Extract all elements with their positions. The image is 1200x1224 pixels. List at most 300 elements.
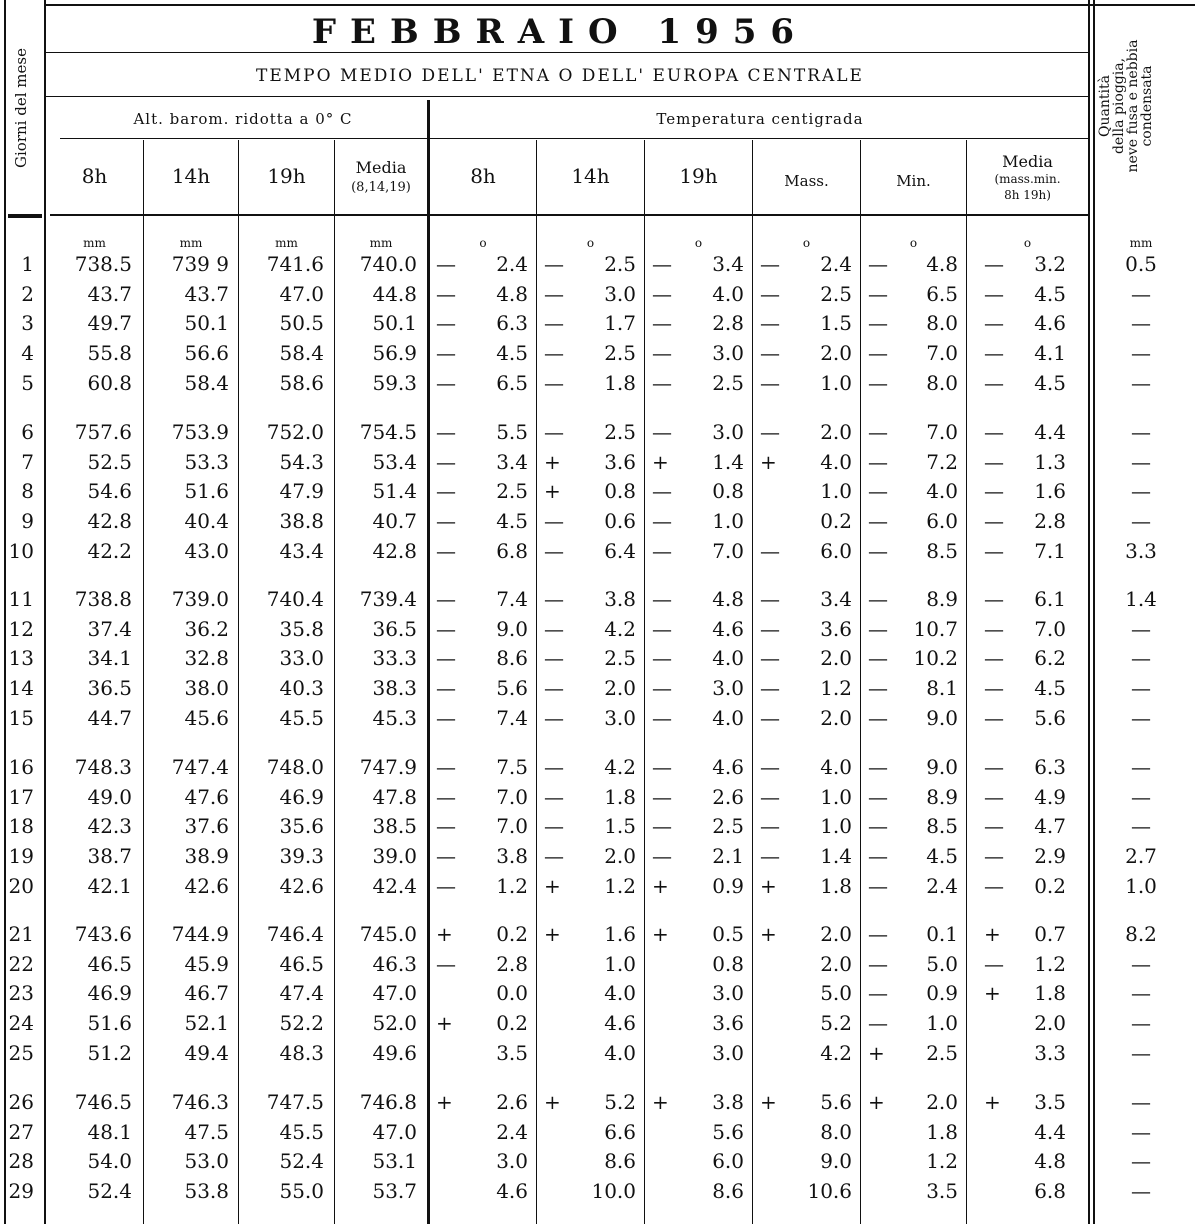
cell-tx-sign: +: [760, 1090, 777, 1114]
cell-t19-sign: —: [652, 311, 672, 336]
cell-p19: 46.5: [279, 951, 324, 976]
cell-tn-sign: —: [868, 755, 888, 779]
cell-t8-sign: —: [436, 449, 456, 474]
day-number: 12: [8, 616, 34, 641]
day-number: 23: [8, 981, 34, 1006]
unit-tmax: o: [802, 236, 811, 250]
cell-t19-sign: —: [652, 676, 672, 701]
cell-tm-value: 5.6: [1034, 705, 1066, 730]
cell-t14-value: 4.0: [604, 1040, 636, 1065]
cell-p14: 739.0: [171, 587, 229, 611]
cell-pm: 36.5: [372, 616, 417, 641]
day-number: 6: [21, 420, 34, 444]
rule-col: [966, 140, 967, 1224]
cell-tm-value: 1.8: [1034, 981, 1066, 1006]
day-number: 11: [8, 587, 34, 611]
cell-t19-value: 5.6: [712, 1119, 744, 1144]
cell-tm-value: 2.0: [1034, 1011, 1066, 1036]
cell-t14-value: 3.0: [604, 281, 636, 306]
cell-p8: 743.6: [74, 922, 132, 946]
cell-t14-value: 0.6: [604, 509, 636, 534]
cell-pm: 53.1: [372, 1149, 417, 1174]
cell-t8-value: 0.2: [496, 1011, 528, 1036]
cell-t14-value: 2.0: [604, 844, 636, 869]
cell-rain: 0.5: [1125, 252, 1157, 276]
cell-tx-sign: —: [760, 341, 780, 366]
cell-tx-value: 3.4: [820, 587, 852, 611]
cell-t8-sign: —: [436, 646, 456, 671]
cell-tm-sign: —: [984, 252, 1004, 276]
cell-p19: 741.6: [266, 252, 324, 276]
cell-t8-sign: —: [436, 844, 456, 869]
page-title: FEBBRAIO 1956: [311, 12, 809, 52]
col-t14: 14h: [571, 164, 610, 188]
cell-p8: 738.8: [74, 587, 132, 611]
cell-p8: 37.4: [87, 616, 132, 641]
cell-tn-sign: —: [868, 252, 888, 276]
cell-tm-sign: —: [984, 873, 1004, 898]
cell-p14: 747.4: [171, 755, 229, 779]
cell-tm-sign: —: [984, 784, 1004, 809]
cell-p19: 33.0: [279, 646, 324, 671]
cell-tx-value: 5.6: [820, 1090, 852, 1114]
cell-tx-value: 1.2: [820, 676, 852, 701]
cell-p19: 40.3: [279, 676, 324, 701]
cell-p14: 38.0: [184, 676, 229, 701]
cell-rain: —: [1131, 705, 1151, 730]
cell-rain: —: [1131, 281, 1151, 306]
cell-tx-value: 1.5: [820, 311, 852, 336]
cell-t8-value: 0.2: [496, 922, 528, 946]
rule-groups: [60, 138, 1088, 139]
cell-tx-value: 2.4: [820, 252, 852, 276]
day-number: 5: [21, 370, 34, 395]
cell-tn-value: 7.0: [926, 341, 958, 366]
cell-rain: 3.3: [1125, 538, 1157, 563]
cell-rain: —: [1131, 616, 1151, 641]
cell-t8-value: 4.6: [496, 1179, 528, 1204]
day-number: 28: [8, 1149, 34, 1174]
cell-t14-value: 3.8: [604, 587, 636, 611]
cell-t8-value: 6.8: [496, 538, 528, 563]
cell-p8: 54.6: [87, 479, 132, 504]
cell-tm-sign: —: [984, 479, 1004, 504]
cell-pm: 739.4: [359, 587, 417, 611]
cell-t14-value: 6.4: [604, 538, 636, 563]
cell-rain: —: [1131, 1011, 1151, 1036]
cell-pm: 47.8: [372, 784, 417, 809]
cell-tx-value: 10.6: [807, 1179, 852, 1204]
cell-t8-sign: —: [436, 587, 456, 611]
cell-tn-sign: —: [868, 370, 888, 395]
day-number: 25: [8, 1040, 34, 1065]
cell-tx-sign: +: [760, 873, 777, 898]
cell-p19: 47.4: [279, 981, 324, 1006]
cell-t14-value: 0.8: [604, 479, 636, 504]
cell-t8-sign: —: [436, 252, 456, 276]
cell-tn-sign: —: [868, 538, 888, 563]
cell-tx-sign: —: [760, 311, 780, 336]
cell-t19-sign: —: [652, 844, 672, 869]
cell-tx-value: 1.8: [820, 873, 852, 898]
cell-t19-sign: —: [652, 252, 672, 276]
cell-tm-value: 3.5: [1034, 1090, 1066, 1114]
cell-p19: 54.3: [279, 449, 324, 474]
cell-t8-value: 4.5: [496, 341, 528, 366]
cell-t14-sign: —: [544, 755, 564, 779]
day-number: 27: [8, 1119, 34, 1144]
cell-p8: 757.6: [74, 420, 132, 444]
cell-p19: 43.4: [279, 538, 324, 563]
day-number: 24: [8, 1011, 34, 1036]
unit-p19: mm: [275, 236, 298, 250]
unit-pmedia: mm: [369, 236, 393, 250]
cell-p8: 52.5: [87, 449, 132, 474]
cell-p19: 52.4: [279, 1149, 324, 1174]
day-number: 2: [21, 281, 34, 306]
cell-tx-sign: —: [760, 844, 780, 869]
cell-tx-sign: —: [760, 676, 780, 701]
temperature-group-header: Temperatura centigrada: [656, 110, 864, 128]
cell-t14-value: 1.8: [604, 370, 636, 395]
day-number: 10: [8, 538, 34, 563]
cell-tm-value: 2.9: [1034, 844, 1066, 869]
cell-t8-sign: —: [436, 873, 456, 898]
cell-t19-sign: —: [652, 420, 672, 444]
cell-p19: 38.8: [279, 509, 324, 534]
cell-t8-value: 2.6: [496, 1090, 528, 1114]
cell-rain: 8.2: [1125, 922, 1157, 946]
rule-col: [644, 140, 645, 1224]
cell-t14-sign: +: [544, 479, 561, 504]
cell-tm-sign: —: [984, 616, 1004, 641]
unit-p8: mm: [83, 236, 106, 250]
rule-right: [1093, 0, 1095, 1224]
cell-p8: 42.1: [87, 873, 132, 898]
day-number: 1: [21, 252, 34, 276]
cell-tm-value: 1.2: [1034, 951, 1066, 976]
cell-p19: 52.2: [279, 1011, 324, 1036]
cell-t8-sign: —: [436, 509, 456, 534]
cell-tn-value: 10.2: [913, 646, 958, 671]
cell-p8: 34.1: [87, 646, 132, 671]
cell-t19-sign: —: [652, 755, 672, 779]
cell-p14: 744.9: [171, 922, 229, 946]
cell-tn-sign: —: [868, 1011, 888, 1036]
cell-t14-sign: —: [544, 616, 564, 641]
cell-t19-value: 0.8: [712, 479, 744, 504]
cell-tn-sign: —: [868, 449, 888, 474]
cell-tn-value: 1.8: [926, 1119, 958, 1144]
cell-t8-sign: —: [436, 616, 456, 641]
cell-t8-value: 7.0: [496, 784, 528, 809]
cell-p14: 53.8: [184, 1179, 229, 1204]
cell-t14-value: 4.0: [604, 981, 636, 1006]
cell-t19-value: 4.8: [712, 587, 744, 611]
cell-pm: 59.3: [372, 370, 417, 395]
cell-p14: 53.3: [184, 449, 229, 474]
cell-pm: 754.5: [359, 420, 417, 444]
cell-tm-sign: —: [984, 587, 1004, 611]
cell-t8-sign: —: [436, 370, 456, 395]
cell-rain: —: [1131, 509, 1151, 534]
cell-tm-sign: —: [984, 509, 1004, 534]
cell-tx-value: 1.0: [820, 370, 852, 395]
cell-p19: 58.6: [279, 370, 324, 395]
cell-t19-value: 3.0: [712, 420, 744, 444]
cell-t14-value: 4.6: [604, 1011, 636, 1036]
cell-tx-sign: +: [760, 922, 777, 946]
cell-tm-value: 4.4: [1034, 420, 1066, 444]
cell-tn-value: 6.0: [926, 509, 958, 534]
cell-pm: 38.5: [372, 814, 417, 839]
cell-p8: 51.2: [87, 1040, 132, 1065]
cell-p14: 46.7: [184, 981, 229, 1006]
unit-tmin: o: [909, 236, 918, 250]
cell-p8: 42.8: [87, 509, 132, 534]
day-number: 13: [8, 646, 34, 671]
cell-rain: 1.0: [1125, 873, 1157, 898]
cell-rain: —: [1131, 676, 1151, 701]
cell-t19-sign: —: [652, 479, 672, 504]
cell-tn-value: 1.2: [926, 1149, 958, 1174]
cell-t14-value: 1.0: [604, 951, 636, 976]
cell-t19-sign: +: [652, 1090, 669, 1114]
cell-t19-sign: —: [652, 646, 672, 671]
cell-rain: —: [1131, 311, 1151, 336]
cell-t19-value: 2.5: [712, 814, 744, 839]
cell-tx-sign: —: [760, 370, 780, 395]
cell-tm-value: 6.1: [1034, 587, 1066, 611]
cell-p19: 35.8: [279, 616, 324, 641]
cell-pm: 42.8: [372, 538, 417, 563]
rule-rain: [1088, 0, 1090, 1224]
cell-tm-value: 6.8: [1034, 1179, 1066, 1204]
cell-t8-sign: —: [436, 341, 456, 366]
cell-t19-value: 3.0: [712, 1040, 744, 1065]
cell-rain: —: [1131, 784, 1151, 809]
cell-tx-value: 2.5: [820, 281, 852, 306]
rule-top: [44, 4, 1195, 6]
cell-tn-value: 3.5: [926, 1179, 958, 1204]
cell-tx-sign: —: [760, 616, 780, 641]
cell-tx-value: 2.0: [820, 951, 852, 976]
day-number: 7: [21, 449, 34, 474]
cell-t19-value: 4.0: [712, 281, 744, 306]
cell-tn-sign: —: [868, 281, 888, 306]
cell-tx-sign: —: [760, 784, 780, 809]
cell-tm-sign: —: [984, 341, 1004, 366]
cell-tx-sign: —: [760, 646, 780, 671]
day-number: 14: [8, 676, 34, 701]
unit-t8: o: [479, 236, 487, 250]
cell-t14-value: 1.2: [604, 873, 636, 898]
cell-tn-value: 8.9: [926, 587, 958, 611]
cell-rain: —: [1131, 449, 1151, 474]
col-t8: 8h: [470, 164, 496, 188]
cell-tx-value: 2.0: [820, 922, 852, 946]
cell-p14: 40.4: [184, 509, 229, 534]
cell-t8-sign: —: [436, 479, 456, 504]
cell-t19-value: 1.4: [712, 449, 744, 474]
cell-tn-sign: —: [868, 981, 888, 1006]
cell-t14-sign: —: [544, 676, 564, 701]
cell-t14-value: 2.5: [604, 341, 636, 366]
cell-t19-value: 3.4: [712, 252, 744, 276]
cell-tx-value: 1.0: [820, 814, 852, 839]
cell-p8: 38.7: [87, 844, 132, 869]
cell-t14-sign: —: [544, 844, 564, 869]
cell-tn-sign: —: [868, 587, 888, 611]
cell-tn-sign: —: [868, 784, 888, 809]
cell-tx-value: 5.2: [820, 1011, 852, 1036]
cell-p8: 36.5: [87, 676, 132, 701]
cell-t14-sign: +: [544, 1090, 561, 1114]
cell-tn-value: 8.5: [926, 814, 958, 839]
cell-tx-value: 2.0: [820, 646, 852, 671]
cell-t19-sign: +: [652, 873, 669, 898]
cell-p14: 43.7: [184, 281, 229, 306]
day-number: 15: [8, 705, 34, 730]
cell-tm-value: 2.8: [1034, 509, 1066, 534]
cell-t8-value: 5.6: [496, 676, 528, 701]
rule-col: [752, 140, 753, 1224]
cell-t8-value: 3.0: [496, 1149, 528, 1174]
cell-p19: 748.0: [266, 755, 324, 779]
cell-tm-value: 0.7: [1034, 922, 1066, 946]
cell-tn-value: 0.9: [926, 981, 958, 1006]
cell-p8: 738.5: [74, 252, 132, 276]
cell-t14-sign: —: [544, 509, 564, 534]
cell-tn-sign: —: [868, 341, 888, 366]
cell-t8-sign: —: [436, 951, 456, 976]
day-number: 9: [21, 509, 34, 534]
cell-tn-value: 8.1: [926, 676, 958, 701]
cell-p14: 45.6: [184, 705, 229, 730]
cell-p14: 45.9: [184, 951, 229, 976]
cell-p14: 49.4: [184, 1040, 229, 1065]
cell-t19-sign: +: [652, 922, 669, 946]
cell-tx-sign: —: [760, 587, 780, 611]
cell-t8-value: 4.8: [496, 281, 528, 306]
cell-tm-sign: —: [984, 646, 1004, 671]
cell-tn-value: 2.4: [926, 873, 958, 898]
cell-t14-sign: —: [544, 420, 564, 444]
cell-tm-value: 1.3: [1034, 449, 1066, 474]
cell-p19: 35.6: [279, 814, 324, 839]
cell-tm-sign: +: [984, 981, 1001, 1006]
cell-tx-value: 3.6: [820, 616, 852, 641]
rule-title: [44, 52, 1088, 53]
cell-tn-sign: —: [868, 479, 888, 504]
cell-rain: —: [1131, 1179, 1151, 1204]
cell-p19: 746.4: [266, 922, 324, 946]
rule-col: [536, 140, 537, 1224]
cell-pm: 39.0: [372, 844, 417, 869]
cell-pm: 747.9: [359, 755, 417, 779]
cell-t8-sign: —: [436, 420, 456, 444]
cell-tx-sign: —: [760, 538, 780, 563]
cell-tm-sign: —: [984, 449, 1004, 474]
cell-t19-value: 6.0: [712, 1149, 744, 1174]
cell-t8-sign: —: [436, 676, 456, 701]
cell-rain: 1.4: [1125, 587, 1157, 611]
cell-t8-value: 7.0: [496, 814, 528, 839]
cell-tm-sign: —: [984, 814, 1004, 839]
cell-tn-sign: +: [868, 1090, 885, 1114]
cell-t8-value: 5.5: [496, 420, 528, 444]
cell-tn-sign: —: [868, 873, 888, 898]
cell-tn-sign: —: [868, 676, 888, 701]
cell-pm: 50.1: [372, 311, 417, 336]
cell-tm-value: 3.3: [1034, 1040, 1066, 1065]
col-tmin: Min.: [896, 172, 931, 190]
cell-rain: —: [1131, 1119, 1151, 1144]
cell-p14: 739 9: [171, 252, 229, 276]
cell-pm: 52.0: [372, 1011, 417, 1036]
cell-t8-value: 2.4: [496, 1119, 528, 1144]
cell-tn-sign: —: [868, 616, 888, 641]
cell-t19-value: 0.8: [712, 951, 744, 976]
cell-tn-sign: —: [868, 951, 888, 976]
cell-p8: 48.1: [87, 1119, 132, 1144]
cell-tn-value: 2.0: [926, 1090, 958, 1114]
rain-label-4: condensata: [1139, 65, 1155, 147]
cell-p14: 36.2: [184, 616, 229, 641]
cell-tn-value: 2.5: [926, 1040, 958, 1065]
cell-tn-value: 9.0: [926, 705, 958, 730]
col-t19: 19h: [679, 164, 718, 188]
rain-label-2: della pioggia,: [1111, 57, 1127, 155]
cell-tx-value: 4.0: [820, 449, 852, 474]
cell-t14-value: 3.6: [604, 449, 636, 474]
cell-t14-sign: —: [544, 252, 564, 276]
cell-p19: 48.3: [279, 1040, 324, 1065]
cell-t14-value: 4.2: [604, 616, 636, 641]
cell-rain: —: [1131, 1149, 1151, 1174]
cell-p8: 42.3: [87, 814, 132, 839]
col-tmedia-sub2: 8h 19h): [1004, 188, 1051, 202]
cell-p14: 43.0: [184, 538, 229, 563]
cell-t19-sign: —: [652, 784, 672, 809]
cell-tm-sign: —: [984, 281, 1004, 306]
cell-p14: 47.5: [184, 1119, 229, 1144]
cell-p8: 43.7: [87, 281, 132, 306]
cell-t19-sign: +: [652, 449, 669, 474]
cell-tn-sign: —: [868, 646, 888, 671]
cell-t19-sign: —: [652, 281, 672, 306]
cell-t19-value: 2.1: [712, 844, 744, 869]
cell-t14-value: 1.6: [604, 922, 636, 946]
unit-p14: mm: [179, 236, 203, 250]
col-tmedia: Media: [1002, 152, 1053, 171]
day-number: 3: [21, 311, 34, 336]
cell-tm-sign: —: [984, 311, 1004, 336]
cell-tm-value: 6.2: [1034, 646, 1066, 671]
cell-tm-sign: —: [984, 705, 1004, 730]
cell-tx-value: 0.2: [820, 509, 852, 534]
cell-p8: 55.8: [87, 341, 132, 366]
cell-t8-value: 1.2: [496, 873, 528, 898]
cell-t19-sign: —: [652, 814, 672, 839]
cell-t8-sign: —: [436, 755, 456, 779]
cell-t14-sign: +: [544, 873, 561, 898]
cell-tm-value: 4.5: [1034, 281, 1066, 306]
cell-t19-sign: —: [652, 341, 672, 366]
cell-rain: —: [1131, 341, 1151, 366]
cell-tx-value: 9.0: [820, 1149, 852, 1174]
col-pmedia-sub: (8,14,19): [351, 180, 411, 195]
